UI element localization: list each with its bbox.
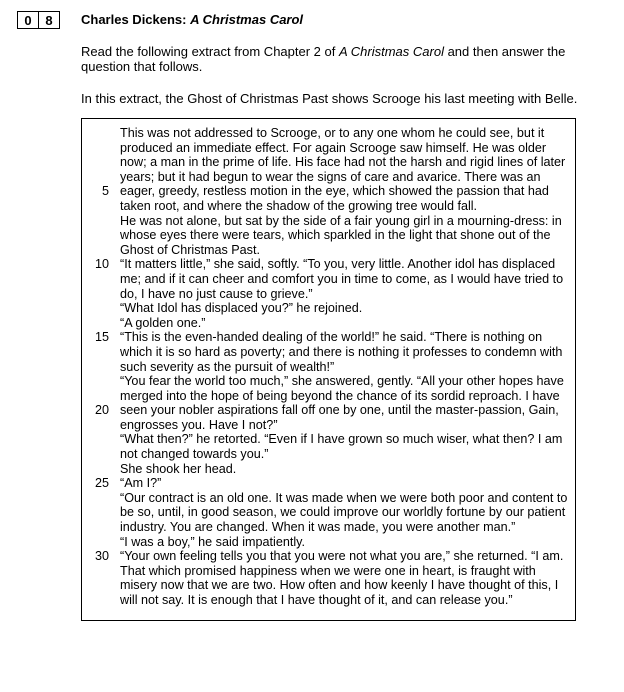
line-text: “You fear the world too much,” she answered, gently. “All your other hopes have xyxy=(120,374,564,389)
extract-line xyxy=(82,491,575,506)
extract-line xyxy=(82,578,575,593)
extract-line xyxy=(82,257,575,272)
extract-line xyxy=(82,535,575,550)
extract-line xyxy=(82,389,575,404)
author-name: Charles Dickens: xyxy=(81,12,191,27)
extract-line xyxy=(82,520,575,535)
question-digit: 8 xyxy=(38,12,59,28)
extract-line xyxy=(82,432,575,447)
extract-line xyxy=(82,170,575,185)
extract-line xyxy=(82,214,575,229)
line-text: will not say. It is enough that I have thought of it, and can release you.” xyxy=(120,593,513,607)
extract-box xyxy=(81,118,576,621)
line-text: “Your own feeling tells you that you were not what you are,” she returned. “I am. xyxy=(120,549,564,564)
instruction-book-title: A Christmas Carol xyxy=(338,44,444,59)
extract-line xyxy=(82,345,575,360)
question-digit: 0 xyxy=(24,12,32,28)
line-number: 10 xyxy=(94,257,109,272)
extract-line xyxy=(82,316,575,331)
line-text: That which promised happiness when we were one in heart, is fraught with xyxy=(120,563,536,578)
extract-line xyxy=(82,462,575,477)
extract-line xyxy=(82,549,575,564)
line-text: be so, until, in good season, we could improve our worldly fortune by our patient xyxy=(120,505,566,520)
line-text: engrosses you. Have I not?” xyxy=(120,417,278,432)
line-number: 25 xyxy=(94,476,109,491)
line-number: 20 xyxy=(94,403,109,418)
extract-line xyxy=(82,126,575,141)
extract-line xyxy=(82,403,575,418)
extract-lines xyxy=(82,126,575,608)
extract-line xyxy=(82,593,575,608)
line-text: now; a man in the prime of life. His face had not the harsh and rigid lines of later xyxy=(120,155,566,170)
extract-line xyxy=(82,155,575,170)
line-text: “It matters little,” she said, softly. “To you, very little. Another idol has displaced xyxy=(120,257,556,272)
line-text: misery now that we are two. How often and how keenly I have thought of this, I xyxy=(120,578,559,593)
line-text: such severity as the pursuit of wealth!” xyxy=(120,359,335,374)
instruction-part-2: and then answer the question that follows. xyxy=(81,44,566,74)
line-text: eager, greedy, restless motion in the eye, which showed the passion that had xyxy=(120,184,549,199)
line-text: “Am I?” xyxy=(120,476,162,491)
line-text: merged into the hope of being beyond the chance of its sordid reproach. I have xyxy=(120,388,560,403)
extract-line xyxy=(82,301,575,316)
line-text: industry. You are changed. When it was made, you were another man.” xyxy=(120,520,516,535)
line-text: “I was a boy,” he said impatiently. xyxy=(120,534,306,549)
extract-line xyxy=(82,141,575,156)
line-text: “Our contract is an old one. It was made when we were both poor and content to xyxy=(120,490,568,505)
line-text: This was not addressed to Scrooge, or to any one whom he could see, but it xyxy=(120,126,545,140)
extract-line xyxy=(82,476,575,491)
question-heading xyxy=(81,12,303,27)
extract-line xyxy=(82,272,575,287)
line-text: years; but it had begun to wear the signs of care and avarice. There was an xyxy=(120,169,541,184)
extract-line xyxy=(82,184,575,199)
line-text: taken root, and where the shadow of the growing tree would fall. xyxy=(120,198,478,213)
extract-line xyxy=(82,243,575,258)
extract-line xyxy=(82,287,575,302)
extract-line xyxy=(82,447,575,462)
extract-line xyxy=(82,360,575,375)
line-number: 30 xyxy=(94,549,109,564)
line-text: “What then?” he retorted. “Even if I have grown so much wiser, what then? I am xyxy=(120,432,563,447)
extract-line xyxy=(82,374,575,389)
extract-line xyxy=(82,418,575,433)
line-text: whose eyes there were tears, which sparkled in the light that shone out of the xyxy=(120,228,551,243)
line-text: produced an immediate effect. For again Scrooge saw himself. He was older xyxy=(120,140,547,155)
line-number: 5 xyxy=(101,184,109,199)
book-title: A Christmas Carol xyxy=(190,12,304,27)
extract-line xyxy=(82,199,575,214)
line-text: which it is so hard as poverty; and there is nothing it professes to condemn with xyxy=(120,344,563,359)
line-text: She shook her head. xyxy=(120,461,237,476)
line-text: He was not alone, but sat by the side of a fair young girl in a mourning-dress: in xyxy=(120,213,562,228)
extract-line xyxy=(82,330,575,345)
extract-line xyxy=(82,564,575,579)
line-text: “This is the even-handed dealing of the world!” he said. “There is nothing on xyxy=(120,330,543,345)
extract-line xyxy=(82,228,575,243)
line-text: not changed towards you.” xyxy=(120,447,269,462)
extract-context: In this extract, the Ghost of Christmas Past shows Scrooge his last meeting with Belle. xyxy=(81,91,578,106)
line-text: “A golden one.” xyxy=(120,315,206,330)
line-number: 15 xyxy=(94,330,109,345)
instruction-part-1: Read the following extract from Chapter 2 of xyxy=(81,44,339,59)
line-text: Ghost of Christmas Past. xyxy=(120,242,260,257)
line-text: me; and if it can cheer and comfort you in time to come, as I would have tried to xyxy=(120,271,564,286)
line-text: seen your nobler aspirations fall off one by one, until the master-passion, Gain, xyxy=(120,403,559,418)
extract-line xyxy=(82,505,575,520)
instruction-text xyxy=(81,44,581,74)
line-text: do, I have no just cause to grieve.” xyxy=(120,286,313,301)
line-text: “What Idol has displaced you?” he rejoined. xyxy=(120,301,363,316)
question-number-box xyxy=(17,11,60,29)
